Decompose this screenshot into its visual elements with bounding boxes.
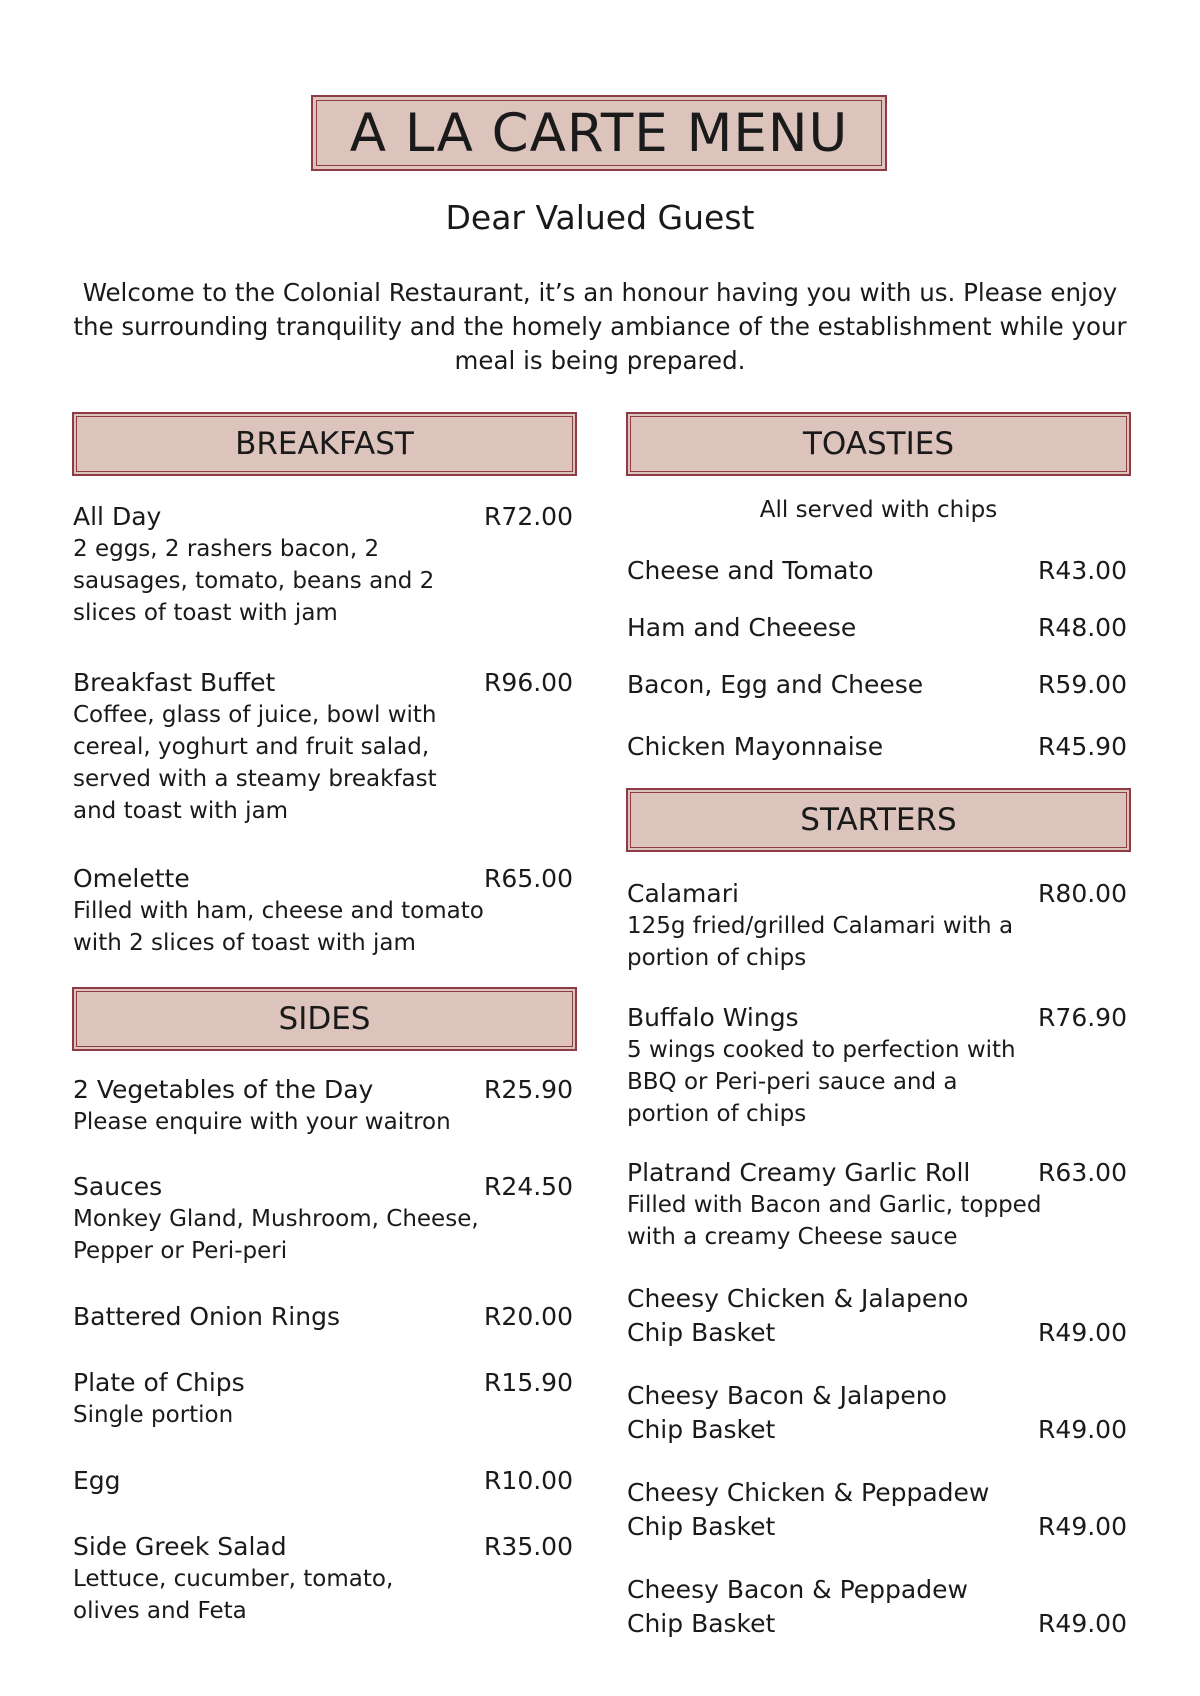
item-description: Lettuce, cucumber, tomato, olives and Feta [73,1566,394,1624]
item-price: R48.00 [1038,613,1127,642]
item-description: Monkey Gland, Mushroom, Cheese, Pepper or Peri-peri [73,1206,479,1264]
item-price: R49.00 [1038,1318,1127,1347]
item-price: R76.90 [1038,1003,1127,1032]
menu-item [627,554,1129,587]
item-description: 125g fried/grilled Calamari with a portion of chips [627,913,1014,971]
item-name: Cheese and Tomato [627,556,874,585]
item-name-line: Chip Basket [627,1415,776,1444]
section-heading-sides: SIDES [72,987,577,1051]
item-price: R59.00 [1038,670,1127,699]
menu-item [73,1300,575,1333]
item-description: 5 wings cooked to perfection with BBQ or Peri-peri sauce and a portion of chips [627,1037,1016,1127]
item-price: R20.00 [484,1302,573,1331]
menu-item [73,1073,575,1138]
menu-item [627,1282,1129,1350]
item-name-line: Chip Basket [627,1609,776,1638]
item-price: R15.90 [484,1368,573,1397]
menu-item [627,1379,1129,1447]
section-heading-toasties: TOASTIES [626,412,1131,476]
menu-item [627,668,1129,701]
item-price: R49.00 [1038,1512,1127,1541]
menu-item [627,611,1129,644]
item-name-line: Cheesy Chicken & Peppadew [627,1478,990,1507]
item-name: Platrand Creamy Garlic Roll [627,1158,971,1187]
item-name: Ham and Cheeese [627,613,857,642]
greeting: Dear Valued Guest [445,198,755,237]
section-heading-starters: STARTERS [626,788,1131,852]
item-name: Sauces [73,1172,163,1201]
toasties-note: All served with chips [759,497,998,523]
item-name-line: Chip Basket [627,1318,776,1347]
item-description: 2 eggs, 2 rashers bacon, 2 sausages, tomato, beans and 2 slices of toast with jam [73,536,435,626]
menu-item [627,1156,1129,1253]
item-description: Coffee, glass of juice, bowl with cereal, yoghurt and fruit salad, served with a steamy breakfast and toast with jam [73,702,437,824]
menu-item [73,1170,575,1267]
item-name: Calamari [627,879,739,908]
item-name: Chicken Mayonnaise [627,732,884,761]
item-price: R25.90 [484,1075,573,1104]
item-name: Plate of Chips [73,1368,245,1397]
section-heading-breakfast: BREAKFAST [72,412,577,476]
item-name: 2 Vegetables of the Day [73,1075,374,1104]
item-description: Filled with Bacon and Garlic, topped with a creamy Cheese sauce [627,1192,1042,1250]
item-price: R72.00 [484,502,573,531]
menu-item [73,1464,575,1497]
item-name-line: Chip Basket [627,1512,776,1541]
item-name-line: Cheesy Bacon & Peppadew [627,1575,968,1604]
item-description: Filled with ham, cheese and tomato with 2 slices of toast with jam [73,898,484,956]
item-price: R80.00 [1038,879,1127,908]
menu-item [627,1573,1129,1641]
item-price: R63.00 [1038,1158,1127,1187]
item-name: Egg [73,1466,121,1495]
item-name: Breakfast Buffet [73,668,276,697]
item-price: R96.00 [484,668,573,697]
item-name: Battered Onion Rings [73,1302,340,1331]
menu-item [73,1366,575,1431]
item-price: R43.00 [1038,556,1127,585]
menu-item [627,1476,1129,1544]
item-price: R49.00 [1038,1609,1127,1638]
item-price: R10.00 [484,1466,573,1495]
item-description: Please enquire with your waitron [73,1109,451,1135]
item-price: R49.00 [1038,1415,1127,1444]
menu-item [627,1001,1129,1130]
item-price: R45.90 [1038,732,1127,761]
item-price: R65.00 [484,864,573,893]
menu-item [73,666,575,827]
item-name: Buffalo Wings [627,1003,799,1032]
item-price: R24.50 [484,1172,573,1201]
intro-paragraph: Welcome to the Colonial Restaurant, it’s an honour having you with us. Please enjoy the surrounding tranquility and the homely ambiance of the establishment while your meal is being prepared. [73,278,1127,375]
item-name-line: Cheesy Bacon & Jalapeno [627,1381,947,1410]
menu-item [73,500,575,629]
item-name: All Day [73,502,162,531]
menu-item [73,862,575,959]
menu-title: A LA CARTE MENU [311,95,887,171]
item-price: R35.00 [484,1532,573,1561]
item-name: Side Greek Salad [73,1532,287,1561]
menu-item [627,877,1129,974]
item-description: Single portion [73,1402,234,1428]
item-name: Bacon, Egg and Cheese [627,670,924,699]
menu-item [627,730,1129,763]
menu-item [73,1530,575,1627]
item-name-line: Cheesy Chicken & Jalapeno [627,1284,969,1313]
item-name: Omelette [73,864,190,893]
